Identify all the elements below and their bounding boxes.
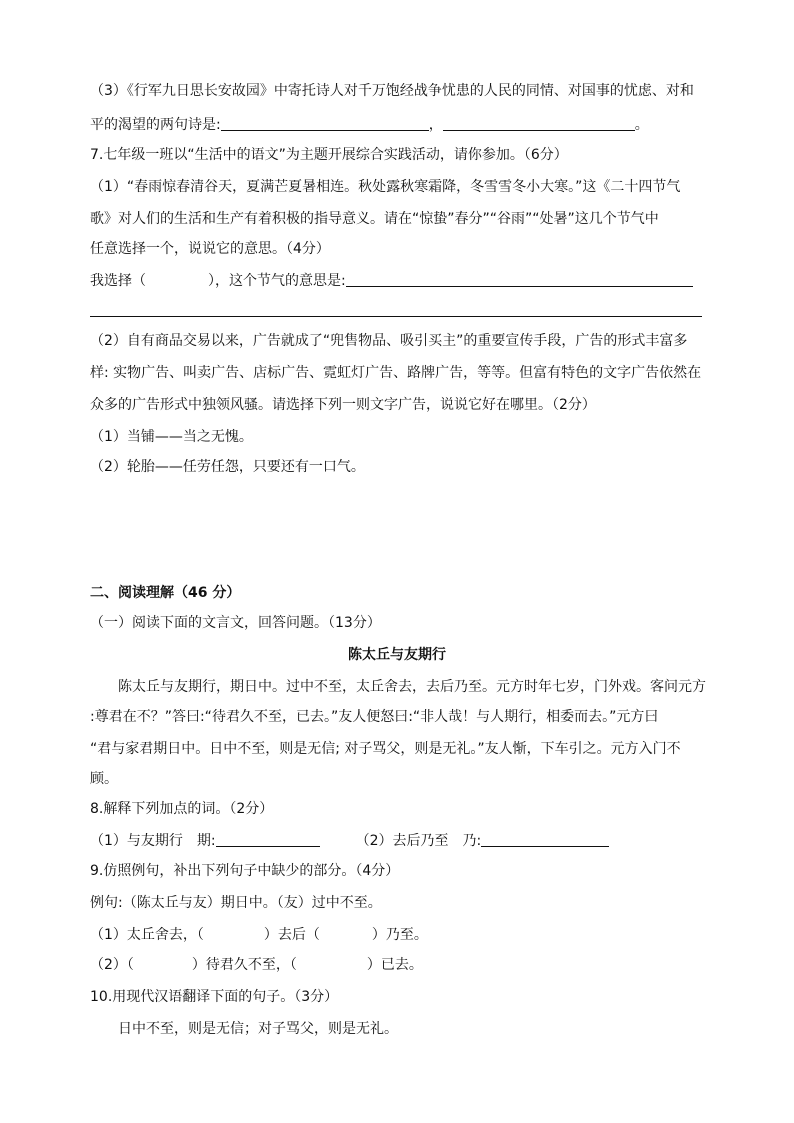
answer-blank-3[interactable] xyxy=(346,272,693,287)
q9-item2 xyxy=(90,956,423,974)
q8-items xyxy=(90,832,609,850)
q7-1-line2: 歌》对人们的生活和生产有着积极的指导意义。请在“惊蛰”春分”“谷雨”“处暑”这几个节气中 xyxy=(90,211,659,227)
q6-3-prefix: 平的渴望的两句诗是: xyxy=(90,117,221,133)
q9-item2-part-b: ）待君久不至，（ xyxy=(191,957,297,973)
answer-blank-2[interactable] xyxy=(443,116,635,131)
answer-blank-4[interactable] xyxy=(216,832,320,847)
q7-2-line3: 众多的广告形式中独领风骚。请选择下列一则文字广告，说说它好在哪里。（2分） xyxy=(90,397,596,413)
passage-line3: “君与家君期日中。日中不至，则是无信; 对子骂父，则是无礼。”友人惭，下车引之。元方入门不 xyxy=(90,741,681,757)
passage-title: 陈太丘与友期行 xyxy=(348,647,446,663)
q7-1-answer-prefix: 我选择（ xyxy=(90,273,146,289)
q6-3-comma: ， xyxy=(428,117,443,133)
q6-3-line1: （3）《行军九日思长安故园》中寄托诗人对千万饱经战争忧患的人民的同情、对国事的忧虑、对和 xyxy=(90,83,694,99)
section-sub1: （一）阅读下面的文言文，回答问题。（13分） xyxy=(90,615,381,631)
q10-sentence: 日中不至，则是无信；对子骂父，则是无礼。 xyxy=(118,1021,398,1037)
q9-title: 9.仿照例句，补出下列句子中缺少的部分。（4分） xyxy=(90,863,400,879)
q7-1-line1: （1）“春雨惊春清谷天，夏满芒夏暑相连。秋处露秋寒霜降，冬雪雪冬小大寒。”这《二十四节气 xyxy=(90,179,681,195)
passage-line4: 顾。 xyxy=(90,771,118,787)
q9-item2-part-c: ）已去。 xyxy=(366,957,423,973)
q10-title: 10.用现代汉语翻译下面的句子。（3分） xyxy=(90,989,339,1005)
answer-blank-5[interactable] xyxy=(481,832,609,847)
q9-item2-part-a: （2）（ xyxy=(90,957,134,973)
q6-3-period: 。 xyxy=(634,117,649,133)
answer-rule[interactable] xyxy=(90,316,702,317)
q6-3-line2 xyxy=(90,116,649,134)
answer-blank-1[interactable] xyxy=(221,116,429,131)
q7-2-option2: （2）轮胎——任劳任怨，只要还有一口气。 xyxy=(90,459,365,475)
q7-2-option1: （1）当铺——当之无愧。 xyxy=(90,429,253,445)
q8-item1: （1）与友期行 期: xyxy=(90,833,216,849)
q8-title: 8.解释下列加点的词。（2分） xyxy=(90,801,274,817)
q9-example: 例句:（陈太丘与友）期日中。（友）过中不至。 xyxy=(90,895,382,911)
q8-item2: （2）去后乃至 乃: xyxy=(355,833,482,849)
passage-line1: 陈太丘与友期行，期日中。过中不至，太丘舍去，去后乃至。元方时年七岁，门外戏。客问元方 xyxy=(118,679,706,695)
q7-1-answer-mid: ），这个节气的意思是: xyxy=(208,273,346,289)
q9-item1 xyxy=(90,926,428,944)
q7-title: 7.七年级一班以“生活中的语文”为主题开展综合实践活动，请你参加。（6分） xyxy=(90,147,568,163)
q7-1-line3: 任意选择一个，说说它的意思。（4分） xyxy=(90,241,330,257)
q7-1-answer-line xyxy=(90,272,693,290)
passage-line2: :尊君在不？”答曰:“待君久不至，已去。”友人便怒曰:“非人哉！与人期行，相委而去。”元方曰 xyxy=(90,709,659,725)
q9-item1-part-b: ）去后（ xyxy=(263,927,320,943)
q7-2-line1: （2）自有商品交易以来，广告就成了“兜售物品、吸引买主”的重要宣传手段，广告的形式丰富多 xyxy=(90,333,688,349)
q9-item1-part-c: ）乃至。 xyxy=(371,927,428,943)
section-heading: 二、阅读理解（46 分） xyxy=(90,585,241,601)
q9-item1-part-a: （1）太丘舍去，（ xyxy=(90,927,204,943)
q7-2-line2: 样: 实物广告、叫卖广告、店标广告、霓虹灯广告、路牌广告，等等。但富有特色的文字广告依然在 xyxy=(90,365,702,381)
